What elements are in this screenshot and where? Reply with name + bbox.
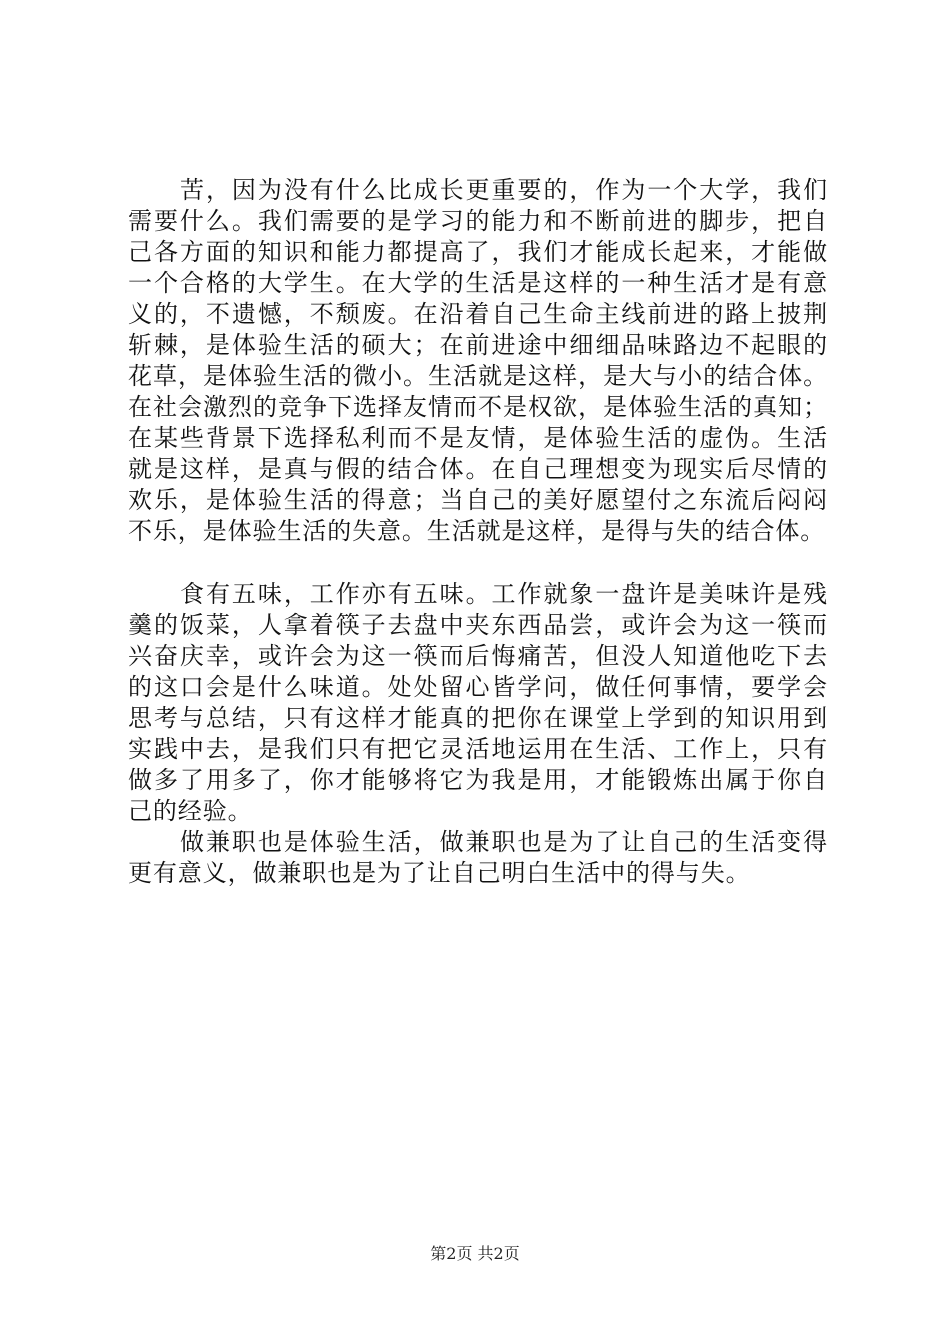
text-line: 义的，不遗憾，不颓废。在沿着自己生命主线前进的路上披荆 — [128, 300, 828, 328]
text-line: 在某些背景下选择私利而不是友情，是体验生活的虚伪。生活 — [128, 424, 828, 452]
text-line: 做多了用多了，你才能够将它为我是用，才能锻炼出属于你自 — [128, 766, 828, 794]
paragraph-spacer — [128, 547, 828, 579]
paragraph-2 — [128, 579, 828, 827]
text-line: 花草，是体验生活的微小。生活就是这样，是大与小的结合体。 — [128, 362, 828, 390]
text-line: 的这口会是什么味道。处处留心皆学问，做任何事情，要学会 — [128, 673, 828, 701]
text-line: 食有五味，工作亦有五味。工作就象一盘许是美味许是残 — [180, 580, 828, 608]
text-line: 实践中去，是我们只有把它灵活地运用在生活、工作上，只有 — [128, 735, 828, 763]
text-line: 己各方面的知识和能力都提高了，我们才能成长起来，才能做 — [128, 238, 828, 266]
text-line: 己的经验。 — [128, 797, 253, 825]
text-line: 更有意义，做兼职也是为了让自己明白生活中的得与失。 — [128, 859, 751, 887]
text-line: 欢乐，是体验生活的得意；当自己的美好愿望付之东流后闷闷 — [128, 486, 828, 514]
text-line: 在社会激烈的竞争下选择友情而不是权欲，是体验生活的真知； — [128, 393, 828, 421]
text-line: 羹的饭菜，人拿着筷子去盘中夹东西品尝，或许会为这一筷而 — [128, 611, 828, 639]
paragraph-1 — [128, 175, 828, 547]
text-line: 思考与总结，只有这样才能真的把你在课堂上学到的知识用到 — [128, 704, 828, 732]
document-body — [128, 175, 828, 889]
text-line: 需要什么。我们需要的是学习的能力和不断前进的脚步，把自 — [128, 207, 828, 235]
text-line: 就是这样，是真与假的结合体。在自己理想变为现实后尽情的 — [128, 455, 828, 483]
text-line: 不乐，是体验生活的失意。生活就是这样，是得与失的结合体。 — [128, 517, 826, 545]
text-line: 做兼职也是体验生活，做兼职也是为了让自己的生活变得 — [180, 828, 828, 856]
text-line: 一个合格的大学生。在大学的生活是这样的一种生活才是有意 — [128, 269, 828, 297]
text-line: 苦，因为没有什么比成长更重要的，作为一个大学，我们 — [180, 176, 828, 204]
page-number-footer: 第2页 共2页 — [430, 1244, 520, 1263]
text-line: 斩棘，是体验生活的硕大；在前进途中细细品味路边不起眼的 — [128, 331, 828, 359]
paragraph-3 — [128, 827, 828, 889]
text-line: 兴奋庆幸，或许会为这一筷而后悔痛苦，但没人知道他吃下去 — [128, 642, 828, 670]
